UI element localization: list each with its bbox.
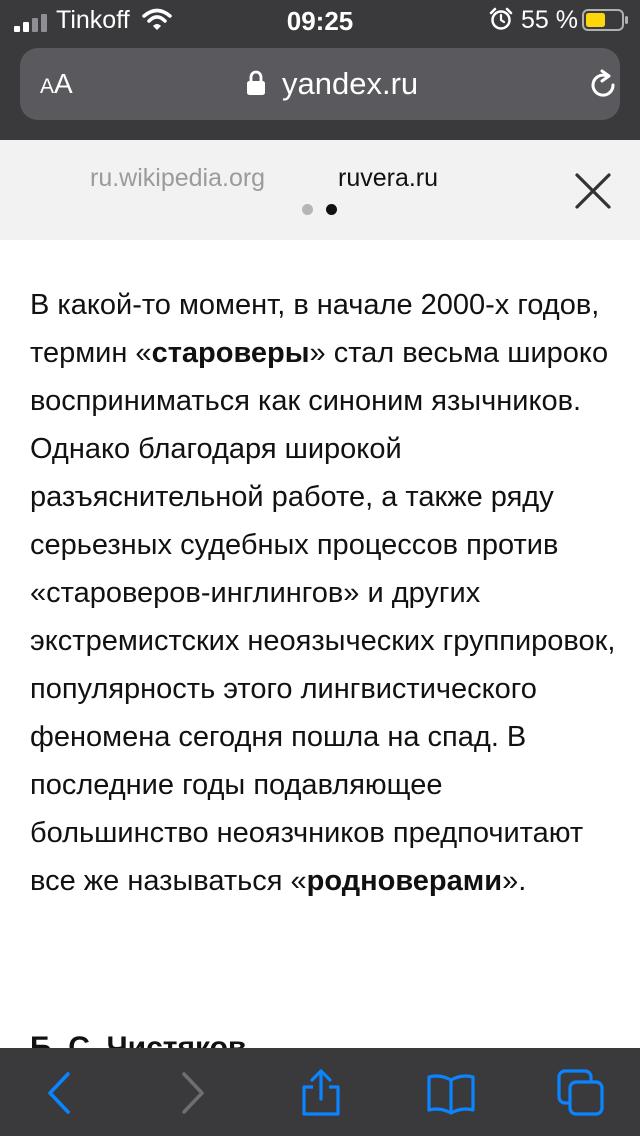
bottom-toolbar [0, 1048, 640, 1136]
browser-top-chrome [0, 0, 640, 140]
lock-icon [246, 70, 266, 96]
source-tab-wikipedia[interactable]: ru.wikipedia.org [90, 164, 266, 192]
forward-icon[interactable] [166, 1068, 216, 1118]
status-bar [0, 0, 640, 40]
article-text [30, 281, 620, 905]
back-icon[interactable] [36, 1068, 86, 1118]
battery-icon [582, 9, 628, 31]
url-domain[interactable]: yandex.ru [282, 66, 419, 101]
carrier-name: Tinkoff [56, 6, 130, 34]
clock: 09:25 [286, 6, 354, 36]
reload-icon[interactable] [586, 68, 620, 102]
source-tab-ruvera[interactable]: ruvera.ru [338, 164, 439, 192]
address-bar[interactable] [20, 48, 620, 120]
article-paragraph-2: Однако благодаря широкой разъяснительной работе, а также ряду серьезных судебных процессов против «староверов-инглингов» и других экстремистских неоязыческих группировок, популярность этого лингвистического феномена сегодня пошла на спад. В последние годы подавляющее большинство неоязчников предпочитают все же называться «родноверами». [30, 433, 616, 897]
bookmarks-icon[interactable] [426, 1068, 476, 1118]
page-indicator [300, 204, 340, 218]
highlighted-term: родноверами [306, 865, 503, 897]
tabs-icon[interactable] [556, 1068, 606, 1118]
article-paragraph-1: В какой-то момент, в начале 2000-х годов, термин «староверы» стал весьма широко восприниматься как синоним язычников. [30, 289, 609, 417]
source-switcher [0, 140, 640, 240]
page-dot [302, 204, 313, 215]
battery-percent: 55 % [521, 6, 578, 34]
highlighted-term: староверы [151, 337, 310, 369]
alarm-icon [489, 7, 513, 31]
share-icon[interactable] [296, 1068, 346, 1118]
text-size-button[interactable]: AA [40, 68, 73, 99]
close-icon[interactable] [568, 166, 618, 216]
page-dot-active [326, 204, 337, 215]
